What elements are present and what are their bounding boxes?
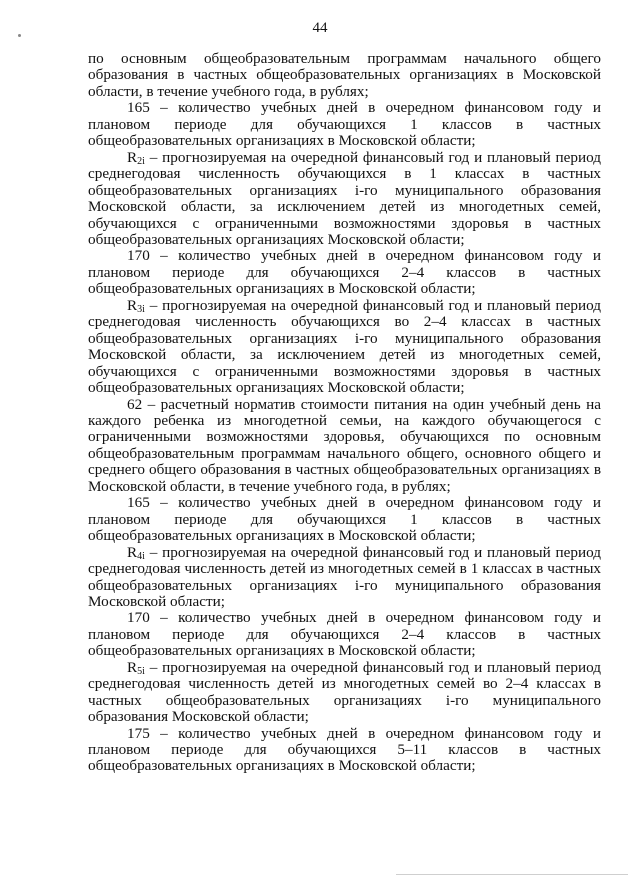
variable-subscript: 3i (137, 303, 145, 315)
variable-subscript: 2i (137, 155, 145, 167)
scan-edge-line (396, 874, 628, 875)
paragraph-5: $R_{3i}$ – прогнозируемая на очередной финансовый год и плановый период среднегодовая численность обучающихся во 2–4 классах в частных общеобразовательных организациях i-го муниципального образования Московской области, за исключением детей из многодетных семей, обучающихся с ограниченными возможностями здоровья в частных общеобразовательных организациях Московской области; (88, 296, 601, 397)
paragraph-9: 170 – количество учебных дней в очередном финансовом году и плановом периоде для обучающихся 2–4 классов в частных общеобразовательных организациях в Московской области; (88, 609, 601, 660)
paragraph-2: 165 – количество учебных дней в очередном финансовом году и плановом периоде для обучающихся 1 классов в частных общеобразовательных организациях в Московской области; (88, 99, 601, 150)
variable-subscript: 4i (137, 550, 145, 562)
paragraph-10: $R_{5i}$ – прогнозируемая на очередной финансовый год и плановый период среднегодовая численность детей из многодетных семей во 2–4 классах в частных общеобразовательных организациях i-го муниципального образования Московской области; (88, 658, 601, 726)
paragraph-6: 62 – расчетный норматив стоимости питания на один учебный день на каждого ребенка из многодетной семьи, на каждого обучающегося с ограниченными возможностями здоровья, обучающихся по основным общеобразовательным программам начального общего, основного общего и среднего общего образования в частных общеобразовательных организациях в Московской области, в течение учебного года, в рублях; (88, 395, 601, 495)
variable-symbol: R (127, 148, 138, 166)
page-body (88, 51, 601, 775)
page-number: 44 (312, 20, 328, 36)
paragraph-7: 165 – количество учебных дней в очередном финансовом году и плановом периоде для обучающихся 1 классов в частных общеобразовательных организациях в Московской области; (88, 494, 601, 545)
variable-symbol: R (127, 658, 138, 676)
paragraph-8: $R_{4i}$ – прогнозируемая на очередной финансовый год и плановый период среднегодовая численность детей из многодетных семей в 1 классах в частных общеобразовательных организациях i-го муниципального образования Московской области; (88, 543, 601, 610)
variable-symbol: R (127, 543, 138, 561)
variable-symbol: R (127, 296, 138, 314)
paragraph-3: $R_{2i}$ – прогнозируемая на очередной финансовый год и плановый период среднегодовая численность обучающихся в 1 классах в частных общеобразовательных организациях i-го муниципального образования Московской области, за исключением детей из многодетных семей, обучающихся с ограниченными возможностями здоровья в частных общеобразовательных организациях Московской области; (88, 148, 601, 248)
paragraph-11: 175 – количество учебных дней в очередном финансовом году и плановом периоде для обучающихся 5–11 классов в частных общеобразовательных организациях в Московской области; (88, 724, 601, 775)
paragraph-4: 170 – количество учебных дней в очередном финансовом году и плановом периоде для обучающихся 2–4 классов в частных общеобразовательных организациях в Московской области; (88, 247, 601, 298)
variable-subscript: 5i (137, 665, 145, 677)
paragraph-1: по основным общеобразовательным программам начального общего образования в частных общеобразовательных организациях в Московской области, в течение учебного года, в рублях; (88, 50, 601, 100)
